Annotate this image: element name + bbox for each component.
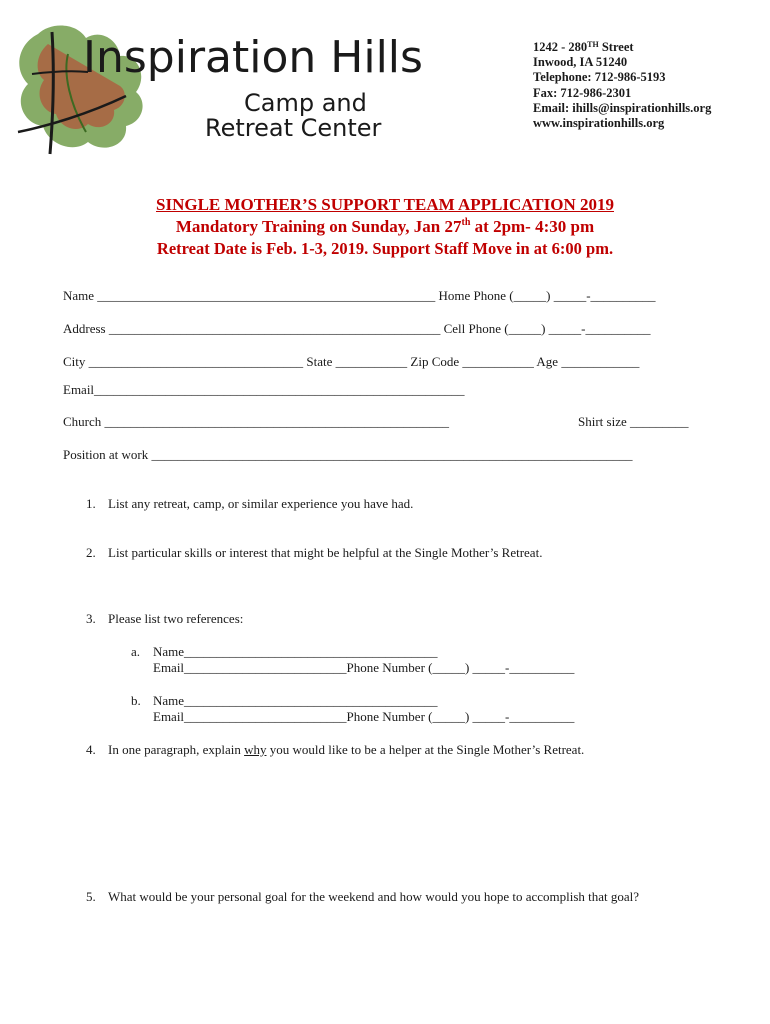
reference-a-letter: a. [131,644,141,659]
address-field[interactable]: Address ___________________________________________________ Cell Phone (_____) _____-__________ [63,321,651,336]
question-5: What would be your personal goal for the weekend and how would you hope to accomplish that goal? [108,889,640,904]
city-line: Inwood, IA 51240 [533,55,628,70]
city-state-zip-field[interactable]: City _________________________________ State ___________ Zip Code ___________ Age ____________ [63,354,640,369]
title-line-2: Mandatory Training on Sunday, Jan 27th at 2pm- 4:30 pm [175,217,595,236]
contact-block [533,40,711,131]
fax-line: Fax: 712-986-2301 [533,85,632,100]
question-4: In one paragraph, explain why you would like to be a helper at the Single Mother’s Retreat. [108,742,585,757]
logo-camp: Camp and [244,89,367,117]
question-1-number: 1. [86,496,96,511]
church-field[interactable]: Church _____________________________________________________ [63,414,450,429]
title-line-3: Retreat Date is Feb. 1-3, 2019. Support Staff Move in at 6:00 pm. [156,239,614,258]
question-3-number: 3. [86,611,96,626]
question-3: Please list two references: [108,611,244,626]
question-2-number: 2. [86,545,96,560]
reference-a-name-field[interactable]: Name_______________________________________ [153,644,438,659]
position-at-work-field[interactable]: Position at work __________________________________________________________________________ [63,447,633,462]
question-4-number: 4. [86,742,96,757]
title-line-1: SINGLE MOTHER’S SUPPORT TEAM APPLICATION 2019 [156,195,614,214]
question-5-number: 5. [86,889,96,904]
question-1: List any retreat, camp, or similar experience you have had. [108,496,414,511]
logo-retreat-center: Retreat Center [205,114,382,142]
inspiration-hills-logo [8,14,428,164]
reference-b-letter: b. [131,693,141,708]
reference-b-name-field[interactable]: Name_______________________________________ [153,693,438,708]
street-line: 1242 - 280TH Street [533,40,634,54]
logo-name: Inspiration Hills [83,32,423,83]
name-field[interactable]: Name ____________________________________________________ Home Phone (_____) _____-__________ [63,288,656,303]
question-2: List particular skills or interest that might be helpful at the Single Mother’s Retreat. [108,545,543,560]
reference-b-contact-field[interactable]: Email_________________________Phone Number (_____) _____-__________ [153,709,575,724]
shirt-size-field[interactable]: Shirt size _________ [578,414,689,429]
application-title [0,194,770,260]
reference-a-contact-field[interactable]: Email_________________________Phone Number (_____) _____-__________ [153,660,575,675]
email-line: Email: ihills@inspirationhills.org [533,100,712,115]
email-field[interactable]: Email_________________________________________________________ [63,382,465,397]
telephone-line: Telephone: 712-986-5193 [533,70,666,85]
website-line: www.inspirationhills.org [533,116,665,131]
